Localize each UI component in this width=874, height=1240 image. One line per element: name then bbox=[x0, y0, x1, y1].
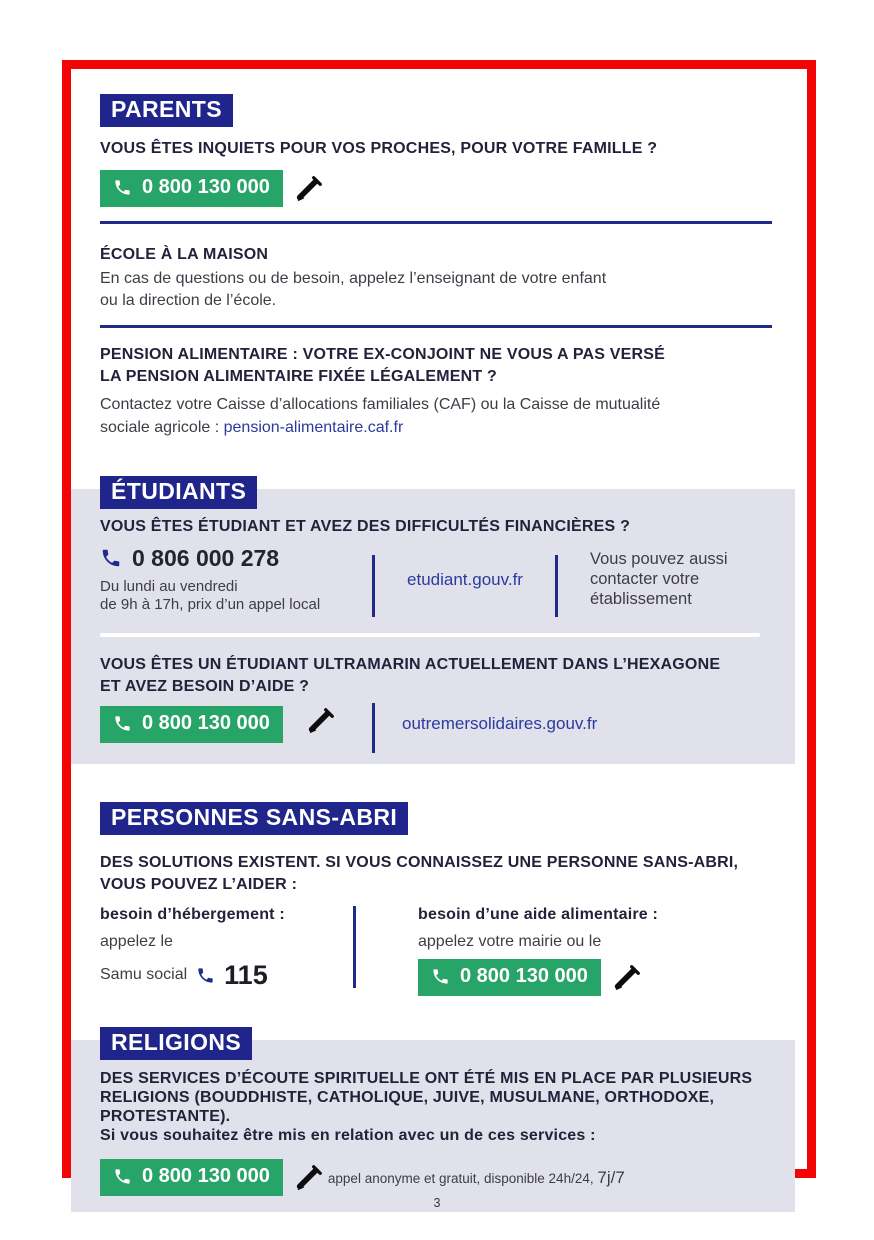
sans-abri-intro-line2: VOUS POUVEZ L’AIDER : bbox=[100, 876, 298, 893]
religions-cta: Si vous souhaitez être mis en relation avec un de ces services : bbox=[100, 1127, 596, 1144]
etudiants-columns bbox=[71, 543, 795, 617]
sign-language-icon bbox=[294, 1163, 324, 1193]
hebergement-title: besoin d’hébergement : bbox=[100, 906, 285, 923]
religions-phone-button[interactable] bbox=[100, 1159, 283, 1196]
sign-language-icon bbox=[612, 963, 642, 993]
page-number: 3 bbox=[433, 1196, 441, 1210]
parents-phone-row bbox=[71, 170, 807, 207]
outremer-link[interactable]: outremersolidaires.gouv.fr bbox=[402, 714, 598, 733]
phone-number: 0 800 130 000 bbox=[142, 176, 270, 198]
divider bbox=[100, 325, 772, 328]
school-text-line1: En cas de questions ou de besoin, appelez l’enseignant de votre enfant bbox=[100, 270, 607, 287]
phone-icon bbox=[113, 1167, 132, 1186]
etudiants-link-cell bbox=[375, 543, 555, 617]
ultramarin-phone-row bbox=[71, 706, 795, 746]
section-header-parents: PARENTS bbox=[100, 94, 233, 127]
etudiants-phone-row bbox=[100, 543, 372, 573]
sign-language-icon bbox=[306, 706, 336, 736]
vertical-divider bbox=[372, 703, 375, 753]
aide-phone-row bbox=[418, 959, 658, 996]
section-header-religions: RELIGIONS bbox=[100, 1027, 252, 1060]
pension-caf-link[interactable]: pension-alimentaire.caf.fr bbox=[223, 419, 404, 436]
phone-icon bbox=[100, 547, 122, 569]
hebergement-line2: appelez le bbox=[100, 933, 173, 950]
pension-title-line1: PENSION ALIMENTAIRE : VOTRE EX-CONJOINT NE VOUS A PAS VERSÉ bbox=[100, 346, 666, 363]
religions-note-suffix: 7j/7 bbox=[597, 1167, 625, 1187]
section-header-etudiants: ÉTUDIANTS bbox=[100, 476, 257, 509]
pension-body-line1: Contactez votre Caisse d’allocations familiales (CAF) ou la Caisse de mutualité bbox=[100, 396, 661, 413]
pension-body-text: sociale agricole : bbox=[100, 419, 224, 436]
phone-icon bbox=[196, 966, 215, 985]
section-parents bbox=[71, 69, 807, 439]
pension-title-line2: LA PENSION ALIMENTAIRE FIXÉE LÉGALEMENT ? bbox=[100, 368, 497, 385]
religions-body-line2: RELIGIONS (BOUDDHISTE, CATHOLIQUE, JUIVE, MUSULMANE, ORTHODOXE, bbox=[100, 1089, 715, 1106]
etudiants-aside-cell bbox=[558, 543, 750, 617]
phone-icon bbox=[431, 967, 450, 986]
religions-note bbox=[328, 1168, 625, 1188]
sign-language-icon bbox=[294, 174, 324, 204]
aide-alimentaire-line2: appelez votre mairie ou le bbox=[418, 933, 602, 950]
etudiants-phone-block bbox=[100, 543, 372, 617]
section-religions bbox=[71, 1029, 795, 1212]
samu-social-row bbox=[100, 961, 353, 989]
religions-body-line3: PROTESTANTE). bbox=[100, 1108, 231, 1125]
phone-number: 0 800 130 000 bbox=[460, 965, 588, 987]
religions-body-line1: DES SERVICES D’ÉCOUTE SPIRITUELLE ONT ÉTÉ MIS EN PLACE PAR PLUSIEURS bbox=[100, 1070, 753, 1087]
phone-number: 0 806 000 278 bbox=[132, 545, 280, 571]
phone-hours-line1: Du lundi au vendredi bbox=[100, 578, 238, 595]
phone-hours-line2: de 9h à 17h, prix d’un appel local bbox=[100, 596, 321, 613]
etudiants-question: VOUS ÊTES ÉTUDIANT ET AVEZ DES DIFFICULTÉS FINANCIÈRES ? bbox=[100, 518, 631, 535]
etudiant-gouv-link[interactable]: etudiant.gouv.fr bbox=[407, 570, 523, 589]
pension-body-line2 bbox=[71, 416, 807, 439]
divider bbox=[100, 633, 760, 637]
phone-icon bbox=[113, 714, 132, 733]
ultramarin-question-line2: ET AVEZ BESOIN D’AIDE ? bbox=[100, 678, 310, 695]
phone-icon bbox=[113, 178, 132, 197]
religions-note-text: appel anonyme et gratuit, disponible 24h/24, bbox=[327, 1170, 598, 1186]
divider bbox=[100, 221, 772, 224]
hebergement-block bbox=[100, 904, 353, 996]
sans-abri-intro-line1: DES SOLUTIONS EXISTENT. SI VOUS CONNAISSEZ UNE PERSONNE SANS-ABRI, bbox=[100, 854, 739, 871]
parents-phone-button[interactable] bbox=[100, 170, 283, 207]
ultramarin-phone-button[interactable] bbox=[100, 706, 283, 743]
page-content bbox=[71, 69, 807, 1212]
etudiants-aside-text: Vous pouvez aussi contacter votre établissement bbox=[590, 550, 728, 608]
samu-number: 115 bbox=[224, 960, 268, 990]
aide-phone-button[interactable] bbox=[418, 959, 601, 996]
aide-alimentaire-title: besoin d’une aide alimentaire : bbox=[418, 906, 659, 923]
ultramarin-question-line1: VOUS ÊTES UN ÉTUDIANT ULTRAMARIN ACTUELLEMENT DANS L’HEXAGONE bbox=[100, 656, 721, 673]
aide-alimentaire-block bbox=[356, 904, 658, 996]
section-sans-abri bbox=[71, 764, 807, 996]
school-text-line2: ou la direction de l’école. bbox=[100, 292, 277, 309]
religions-phone-row bbox=[71, 1159, 795, 1196]
section-etudiants bbox=[71, 478, 795, 764]
phone-number: 0 800 130 000 bbox=[142, 712, 270, 734]
parents-question: VOUS ÊTES INQUIETS POUR VOS PROCHES, POUR VOTRE FAMILLE ? bbox=[100, 140, 658, 157]
phone-number: 0 800 130 000 bbox=[142, 1165, 270, 1187]
section-header-sans-abri: PERSONNES SANS-ABRI bbox=[100, 802, 408, 835]
sans-abri-columns bbox=[71, 904, 807, 996]
school-title: ÉCOLE À LA MAISON bbox=[100, 246, 269, 263]
samu-social-label: Samu social bbox=[100, 966, 188, 983]
